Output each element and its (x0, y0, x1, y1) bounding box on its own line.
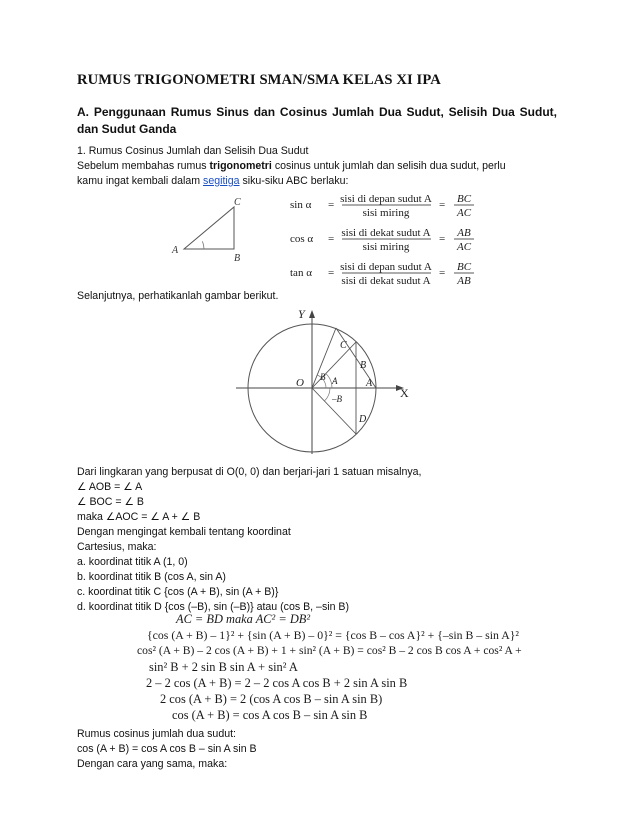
text-line-7: a. koordinat titik A (1, 0) (77, 556, 188, 568)
x-axis-label: X (400, 386, 409, 400)
inner-a-label: A (332, 376, 338, 386)
angle-b-label: B (360, 360, 367, 371)
sub-heading: 1. Rumus Cosinus Jumlah dan Selisih Dua Sudut (77, 145, 309, 157)
derivation-line-6: 2 cos (A + B) = 2 (cos A cos B – sin A sin B) (160, 692, 383, 706)
angle-neg-b-label: –B (332, 394, 342, 404)
text-line-9: c. koordinat titik C {cos (A + B), sin (A + B)} (77, 586, 279, 598)
text-line-5: Dengan mengingat kembali tentang koordinat (77, 526, 291, 538)
segitiga-link[interactable]: segitiga (203, 175, 240, 187)
sin-eq: = (328, 199, 335, 211)
sin-eq2: = (439, 199, 446, 211)
cos-num-words: sisi di dekat sudut A (341, 227, 431, 239)
text-line-6: Cartesius, maka: (77, 541, 157, 553)
vertex-c-label: C (234, 197, 241, 208)
tan-den: AB (457, 275, 471, 287)
derivation-line-4: sin² B + 2 sin B sin A + sin² A (149, 660, 298, 674)
intro-bold-term: trigonometri (209, 160, 272, 172)
intro-text-end: cosinus untuk jumlah dan selisih dua sudut, perlu (271, 160, 506, 172)
intro-line2-start: kamu ingat kembali dalam (77, 175, 204, 187)
tan-label: tan α (290, 267, 312, 279)
sin-label: sin α (290, 199, 312, 211)
tan-num: BC (456, 261, 472, 273)
cos-eq: = (328, 233, 335, 245)
derivation-line-7: cos (A + B) = cos A cos B – sin A sin B (172, 708, 368, 722)
cos-den-words: sisi miring (362, 241, 410, 253)
intro-text: Sebelum membahas rumus (77, 160, 210, 172)
closing-line-2: cos (A + B) = cos A cos B – sin A sin B (77, 743, 257, 755)
vertex-b-label: B (234, 253, 241, 263)
text-line-1: Dari lingkaran yang berpusat di O(0, 0) dan berjari-jari 1 satuan misalnya, (77, 466, 422, 478)
angle-a-label: A (366, 378, 373, 389)
intro-line-2 (77, 174, 348, 189)
sin-den: AC (456, 207, 472, 219)
point-c-label: C (340, 340, 347, 351)
cos-den: AC (456, 241, 472, 253)
section-heading: A. Penggunaan Rumus Sinus dan Cosinus Jumlah Dua Sudut, Selisih Dua Sudut, dan Sudut Ganda (77, 105, 557, 136)
closing-line-1: Rumus cosinus jumlah dua sudut: (77, 728, 236, 740)
intro-line2-end: siku-siku ABC berlaku: (239, 175, 349, 187)
next-line: Selanjutnya, perhatikanlah gambar berikut. (77, 290, 279, 302)
point-d-label: D (359, 414, 367, 425)
y-axis-label: Y (298, 307, 305, 321)
cos-label: cos α (290, 233, 314, 245)
text-line-4: maka ∠AOC = ∠ A + ∠ B (77, 511, 201, 523)
derivation-line-2: {cos (A + B) – 1}² + {sin (A + B) – 0}² = {cos B – cos A}² + {–sin B – sin A}² (147, 628, 519, 642)
tan-den-words: sisi di dekat sudut A (341, 275, 431, 287)
derivation-line-5: 2 – 2 cos (A + B) = 2 – 2 cos A cos B + 2 sin A sin B (146, 676, 408, 690)
origin-label: O (296, 377, 304, 389)
intro-line-1 (77, 159, 506, 174)
closing-line-3: Dengan cara yang sama, maka: (77, 758, 228, 770)
text-line-8: b. koordinat titik B (cos A, sin A) (77, 571, 226, 583)
cos-eq2: = (439, 233, 446, 245)
tan-num-words: sisi di depan sudut A (340, 261, 432, 273)
sin-num-words: sisi di depan sudut A (340, 193, 432, 205)
unit-circle-figure (232, 304, 412, 459)
trig-ratio-formulas (290, 193, 520, 291)
cos-num: AB (457, 227, 471, 239)
page-title: RUMUS TRIGONOMETRI SMAN/SMA KELAS XI IPA (77, 72, 441, 88)
tan-eq: = (328, 267, 335, 279)
derivation-line-3: cos² (A + B) – 2 cos (A + B) + 1 + sin² (A + B) = cos² B – 2 cos B cos A + cos² A + (137, 644, 522, 657)
text-line-3: ∠ BOC = ∠ B (77, 496, 144, 508)
inner-b-label: B (320, 372, 326, 382)
vertex-a-label: A (172, 245, 179, 256)
sin-num: BC (456, 193, 472, 205)
right-triangle-figure (168, 195, 248, 263)
text-line-2: ∠ AOB = ∠ A (77, 481, 143, 493)
tan-eq2: = (439, 267, 446, 279)
sin-den-words: sisi miring (362, 207, 410, 219)
text-line-10: d. koordinat titik D {cos (–B), sin (–B)} atau (cos B, –sin B) (77, 601, 350, 613)
derivation-line-1: AC = BD maka AC² = DB² (176, 612, 311, 626)
